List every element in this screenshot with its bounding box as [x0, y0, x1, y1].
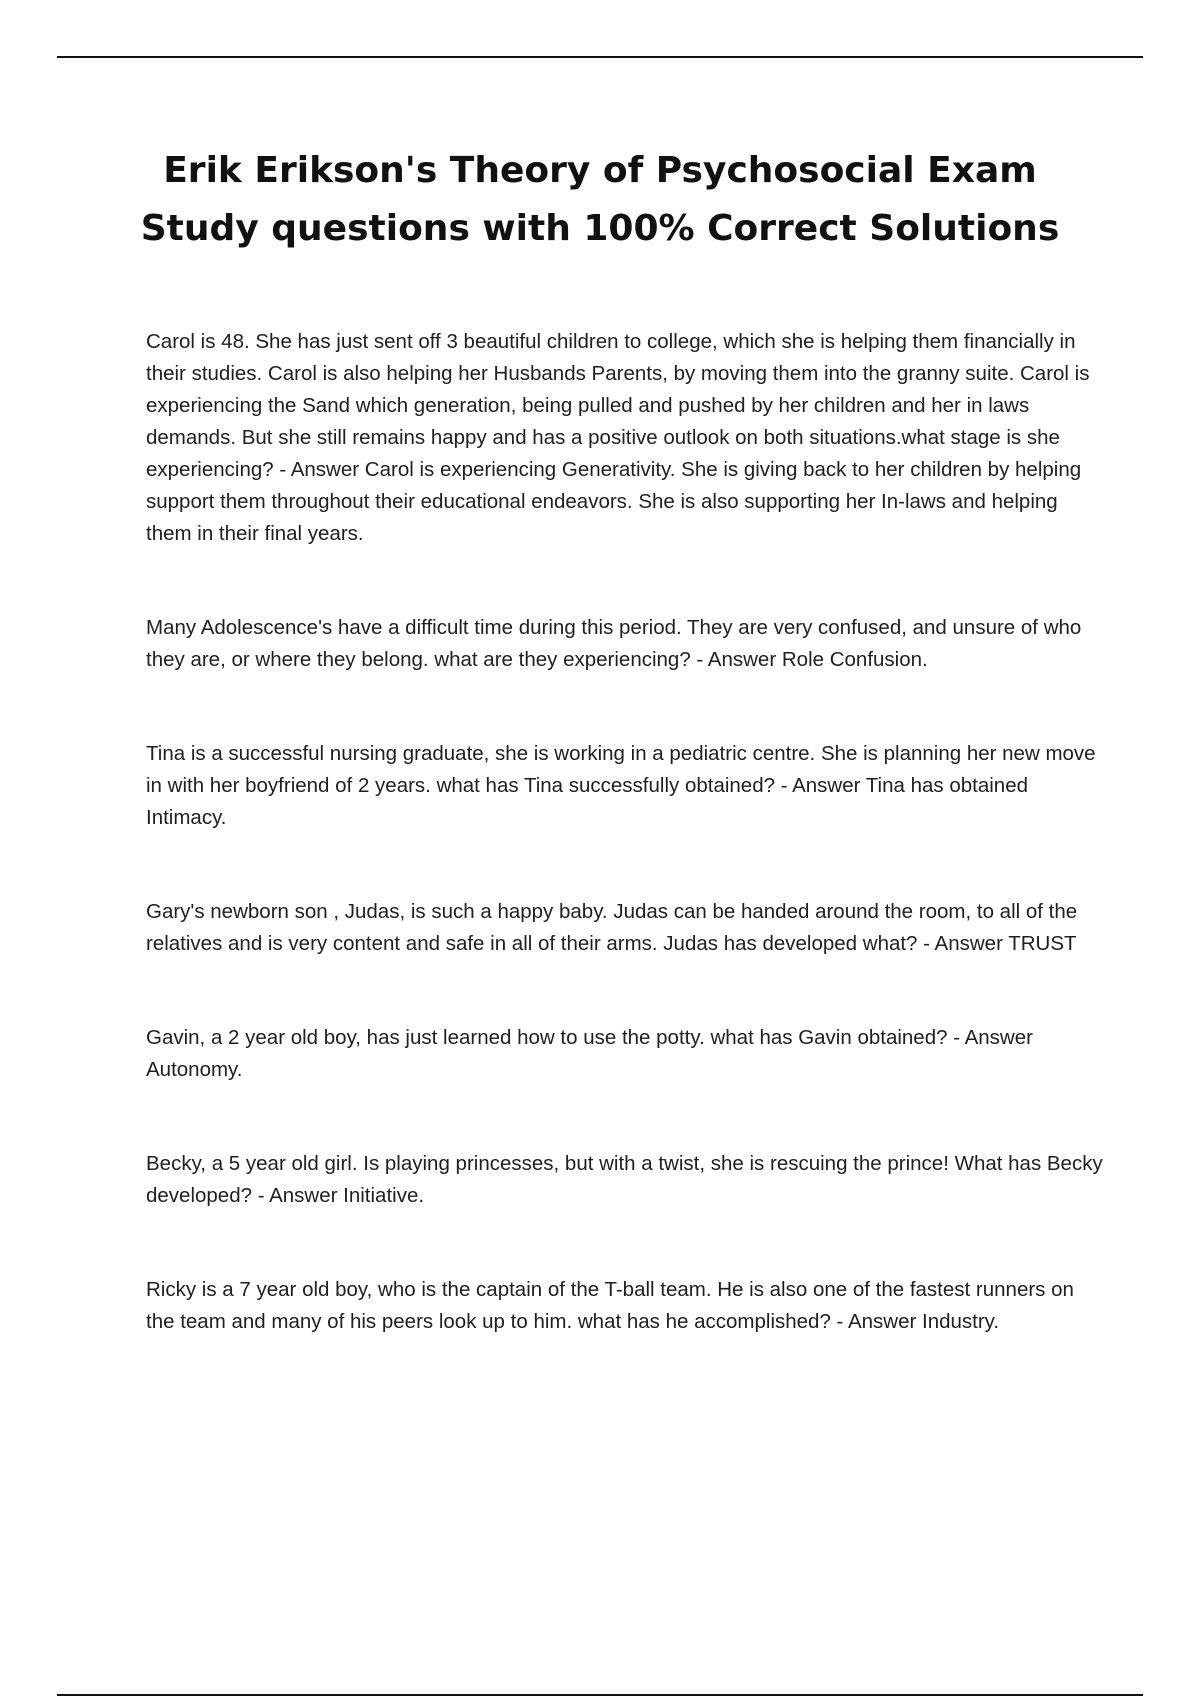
page-title: Erik Erikson's Theory of Psychosocial Exam Study questions with 100% Correct Solutions — [140, 150, 1060, 249]
question-item: Gavin, a 2 year old boy, has just learned how to use the potty. what has Gavin obtained? - Answer Autonomy. — [146, 1026, 1033, 1081]
question-item: Tina is a successful nursing graduate, she is working in a pediatric centre. She is planning her new move in with her boyfriend of 2 years. what has Tina successfully obtained? - Answer Tina has obtained Intimacy. — [146, 742, 1096, 829]
question-item: Ricky is a 7 year old boy, who is the captain of the T-ball team. He is also one of the fastest runners on the team and many of his peers look up to him. what has he accomplished? - Answer Industry. — [146, 1278, 1074, 1333]
question-item: Becky, a 5 year old girl. Is playing princesses, but with a twist, she is rescuing the prince! What has Becky developed? - Answer Initiative. — [146, 1152, 1103, 1207]
question-item: Carol is 48. She has just sent off 3 beautiful children to college, which she is helping them financially in their studies. Carol is also helping her Husbands Parents, by moving them into the granny suite. Carol is experiencing the Sand which generation, being pulled and pushed by her children and her in laws demands. But she still remains happy and has a positive outlook on both situations.what stage is she experiencing? - Answer Carol is experiencing Generativity. She is giving back to her children by helping support them throughout their educational endeavors. She is also supporting her In-laws and helping them in their final years. — [146, 330, 1090, 545]
question-list — [146, 326, 1106, 1338]
top-divider — [57, 56, 1143, 58]
question-item: Many Adolescence's have a difficult time during this period. They are very confused, and unsure of who they are, or where they belong. what are they experiencing? - Answer Role Confusion. — [146, 616, 1082, 671]
bottom-divider — [57, 1694, 1143, 1696]
question-item: Gary's newborn son , Judas, is such a happy baby. Judas can be handed around the room, to all of the relatives and is very content and safe in all of their arms. Judas has developed what? - Answer TRUST — [146, 900, 1078, 955]
